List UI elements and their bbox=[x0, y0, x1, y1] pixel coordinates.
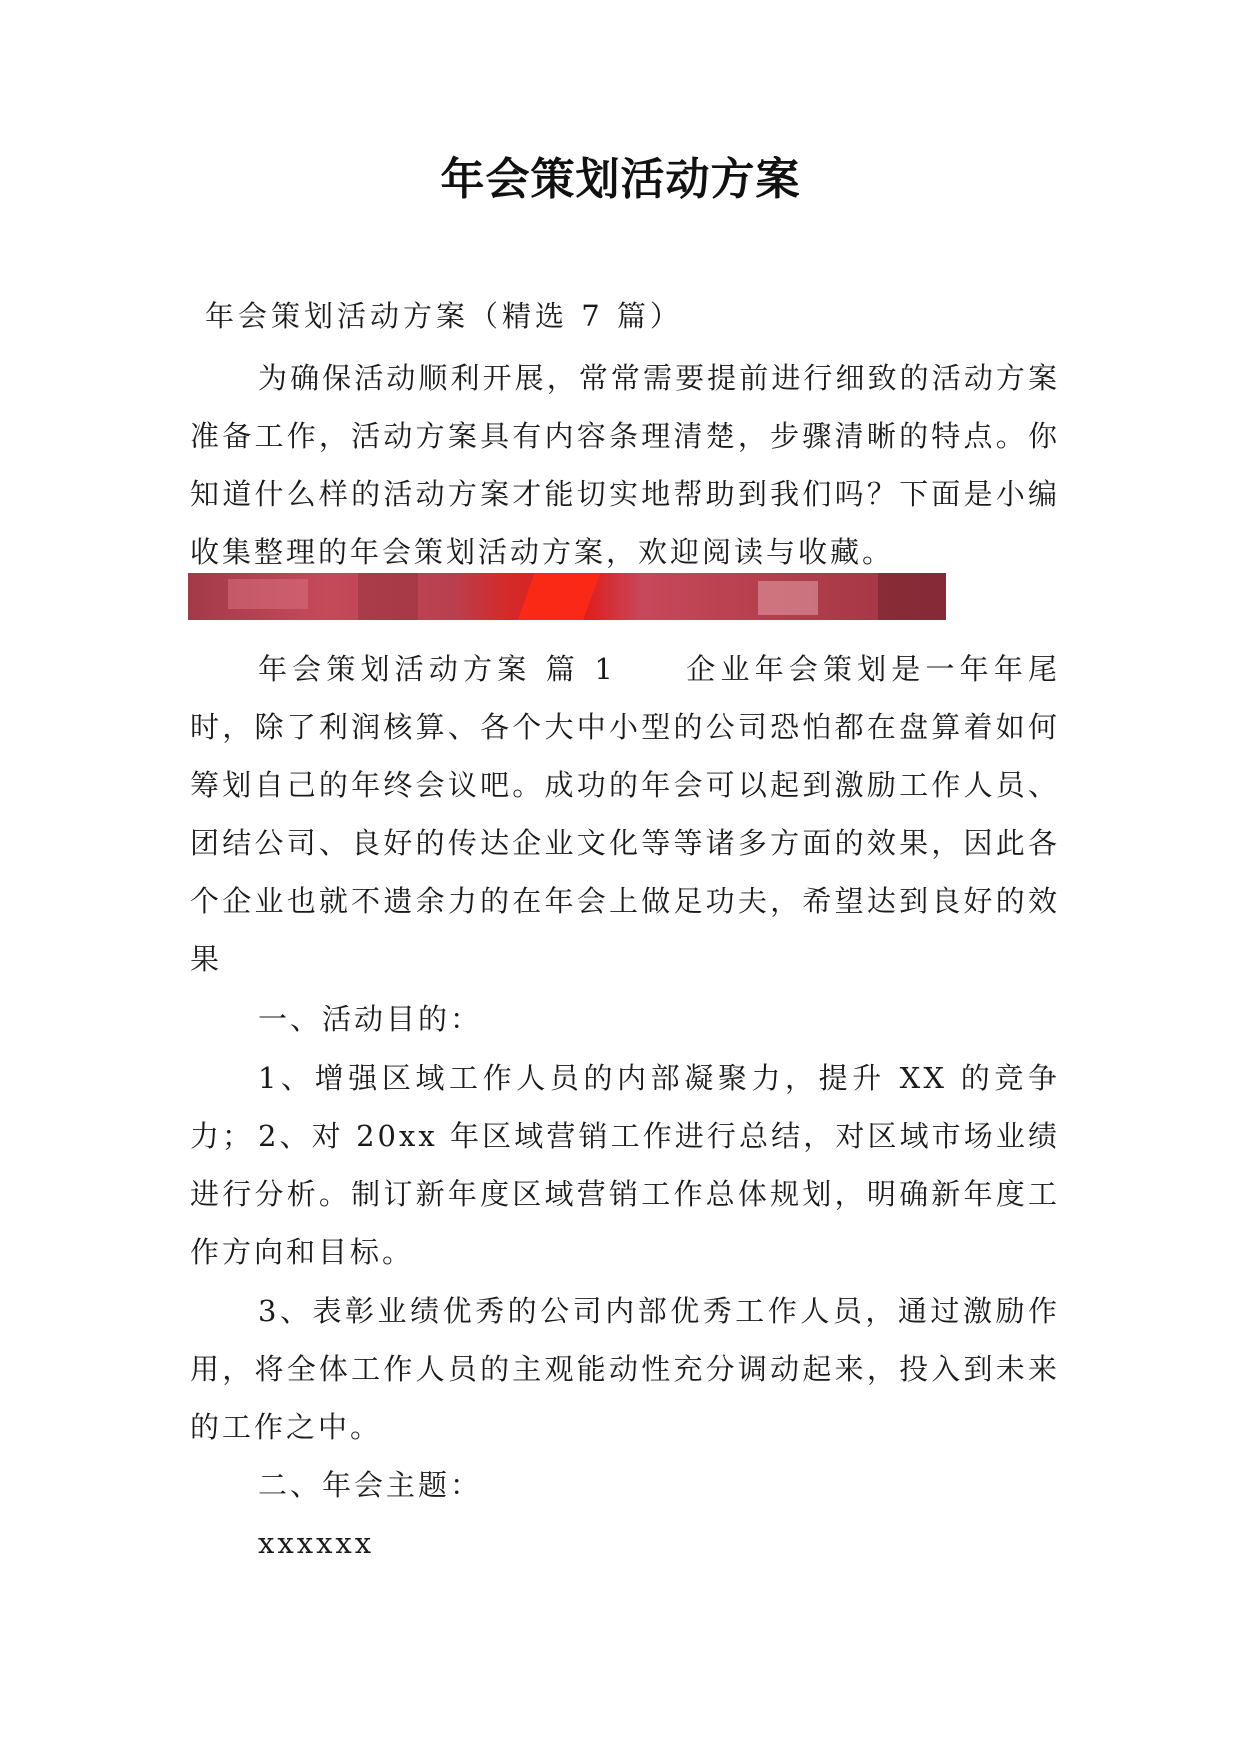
goal-item-1: 1、增强区域工作人员的内部凝聚力，提升 XX 的竞争力； bbox=[190, 1061, 1060, 1153]
banner-red-carpet bbox=[488, 573, 658, 620]
section-heading-theme: 二、年会主题： bbox=[258, 1468, 483, 1502]
document-subtitle: 年会策划活动方案（精选 7 篇） bbox=[205, 299, 683, 333]
theme-value: xxxxxx bbox=[258, 1526, 375, 1560]
banner-shape bbox=[758, 581, 818, 615]
section-heading-goal: 一、活动目的： bbox=[258, 1002, 483, 1036]
intro-paragraph: 为确保活动顺利开展，常常需要提前进行细致的活动方案准备工作，活动方案具有内容条理清楚，步骤清晰的特点。你知道什么样的活动方案才能切实地帮助到我们吗？下面是小编收集整理的年会策划活动方案，欢迎阅读与收藏。 bbox=[190, 361, 1060, 569]
goal-item-3: 3、表彰业绩优秀的公司内部优秀工作人员，通过激励作用，将全体工作人员的主观能动性充分调动起来，投入到未来的工作之中。 bbox=[190, 1294, 1060, 1444]
banner-shape bbox=[228, 579, 308, 609]
banner-shape bbox=[878, 573, 946, 620]
document-title: 年会策划活动方案 bbox=[440, 154, 801, 205]
banner-image bbox=[188, 573, 946, 620]
goal-item-2: 2、对 20xx 年区域营销工作进行总结，对区域市场业绩进行分析。制订新年度区域营销工作总体规划，明确新年度工作方向和目标。 bbox=[190, 1119, 1060, 1269]
banner-shape bbox=[358, 573, 418, 620]
article-opening-paragraph: 年会策划活动方案 篇 1 企业年会策划是一年年尾时，除了利润核算、各个大中小型的公司恐怕都在盘算着如何筹划自己的年终会议吧。成功的年会可以起到激励工作人员、团结公司、良好的传达企业文化等等诸多方面的效果，因此各个企业也就不遗余力的在年会上做足功夫，希望达到良好的效果 bbox=[190, 652, 1060, 976]
